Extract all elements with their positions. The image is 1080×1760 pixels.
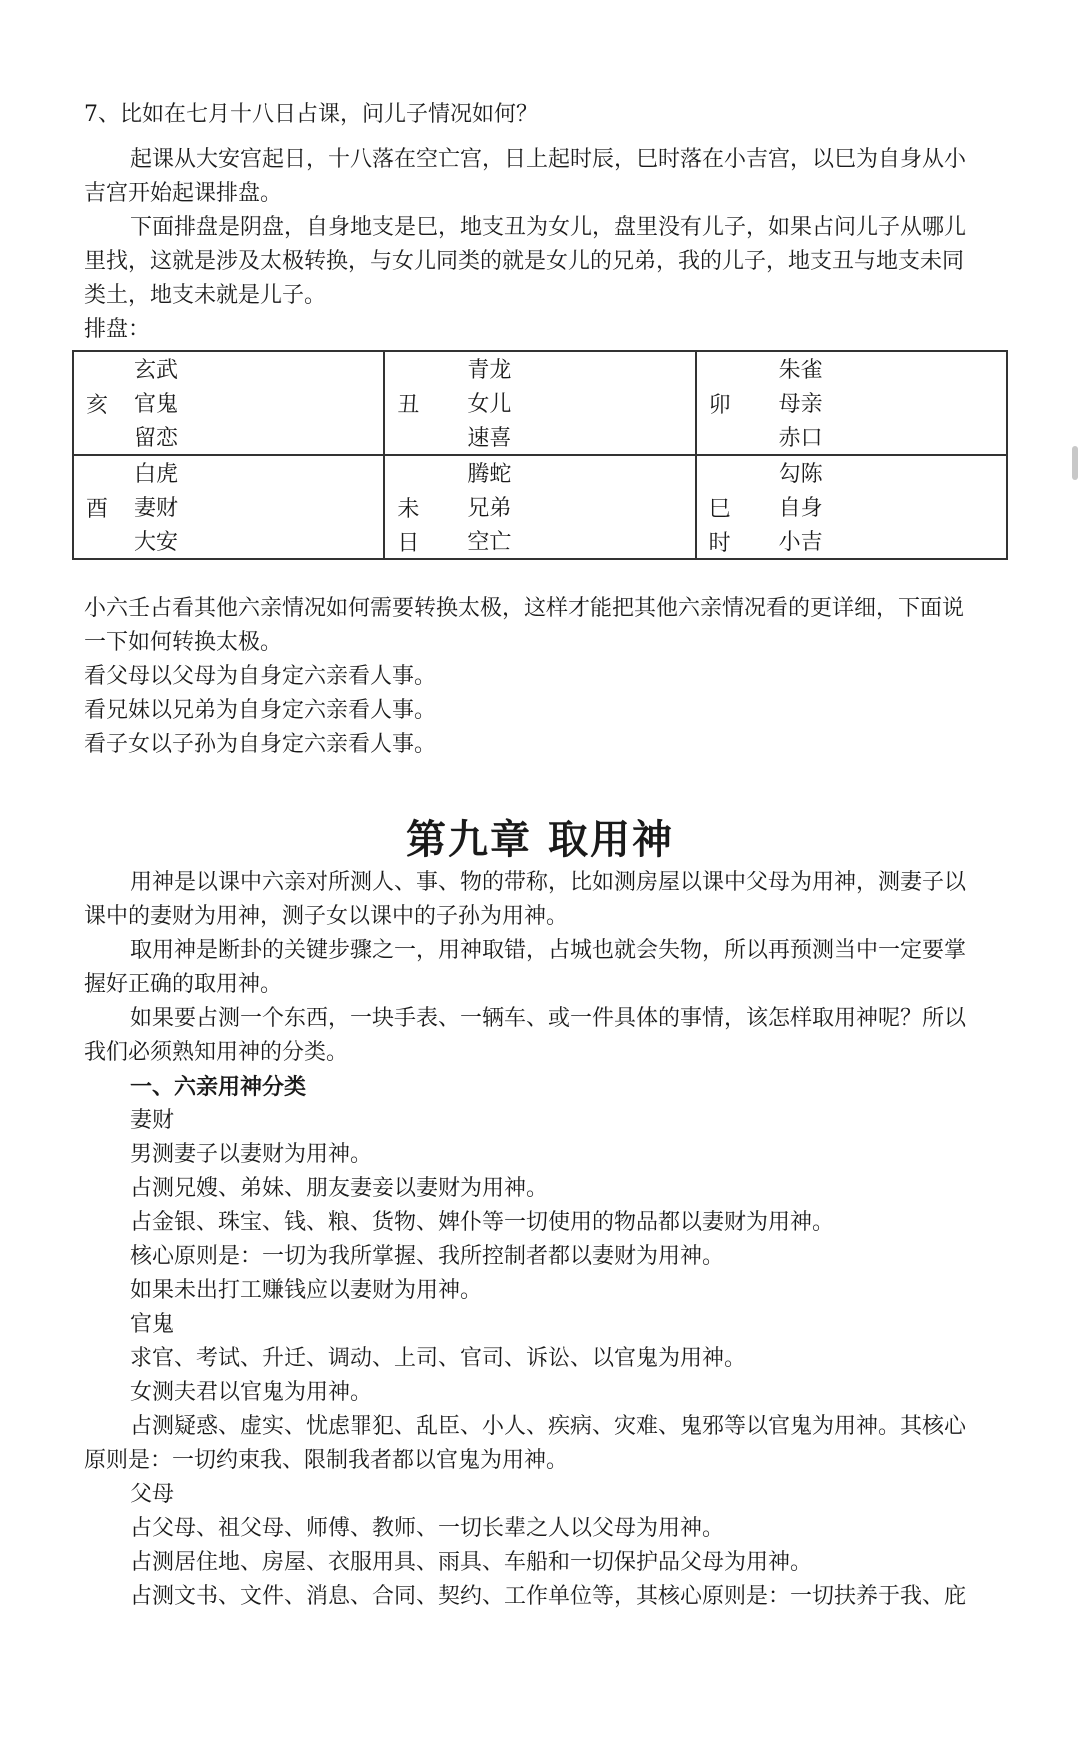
paragraph-line: 用神是以课中六亲对所测人、事、物的带称，比如测房屋以课中父母为用神，测妻子以 bbox=[130, 870, 967, 895]
pan-cell bbox=[73, 455, 384, 559]
paragraph-line: 课中的妻财为用神，测子女以课中的子孙为用神。 bbox=[84, 904, 569, 929]
paragraph-line: 原则是：一切约束我、限制我者都以官鬼为用神。 bbox=[84, 1448, 569, 1473]
paragraph-line: 如果未出打工赚钱应以妻财为用神。 bbox=[130, 1278, 483, 1303]
palace-label: 空亡 bbox=[467, 530, 512, 555]
kin-label: 妻财 bbox=[134, 496, 179, 521]
paragraph-line: 里找，这就是涉及太极转换，与女儿同类的就是女儿的兄弟，我的儿子，地支丑与地支未同 bbox=[84, 249, 965, 274]
paragraph-line: 一下如何转换太极。 bbox=[84, 630, 283, 655]
paragraph-line: 取用神是断卦的关键步骤之一，用神取错，占城也就会失物，所以再预测当中一定要掌 bbox=[130, 938, 967, 963]
god-label: 腾蛇 bbox=[467, 462, 512, 487]
paragraph-line: 看子女以子孙为自身定六亲看人事。 bbox=[84, 732, 437, 757]
pan-cell bbox=[696, 351, 1007, 455]
paragraph-line: 占父母、祖父母、师傅、教师、一切长辈之人以父母为用神。 bbox=[130, 1516, 725, 1541]
paragraph-line: 占测疑惑、虚实、忧虑罪犯、乱臣、小人、疾病、灾难、鬼邪等以官鬼为用神。其核心 bbox=[130, 1414, 967, 1439]
paragraph-line: 如果要占测一个东西，一块手表、一辆车、或一件具体的事情，该怎样取用神呢？所以 bbox=[130, 1006, 967, 1031]
paragraph-line: 吉宫开始起课排盘。 bbox=[84, 181, 283, 206]
paragraph-line: 看兄妹以兄弟为自身定六亲看人事。 bbox=[84, 698, 437, 723]
god-label: 朱雀 bbox=[778, 358, 823, 383]
kin-label: 女儿 bbox=[467, 392, 512, 417]
branch-label: 酉 bbox=[86, 497, 109, 522]
paragraph-line: 核心原则是：一切为我所掌握、我所控制者都以妻财为用神。 bbox=[130, 1244, 725, 1269]
branch2-label: 时 bbox=[708, 531, 731, 556]
paragraph-line: 女测夫君以官鬼为用神。 bbox=[130, 1380, 373, 1405]
kin-label: 兄弟 bbox=[467, 496, 512, 521]
kin-label: 母亲 bbox=[778, 392, 823, 417]
branch-label: 丑 bbox=[397, 393, 420, 418]
branch-label: 巳 bbox=[708, 497, 731, 522]
pan-label: 排盘： bbox=[84, 317, 151, 342]
paragraph-line: 占金银、珠宝、钱、粮、货物、婢仆等一切使用的物品都以妻财为用神。 bbox=[130, 1210, 835, 1235]
god-label: 勾陈 bbox=[778, 462, 823, 487]
paragraph-line: 握好正确的取用神。 bbox=[84, 972, 283, 997]
god-label: 青龙 bbox=[467, 358, 512, 383]
paragraph-line: 起课从大安宫起日，十八落在空亡宫，日上起时辰，巳时落在小吉宫，以巳为自身从小 bbox=[130, 147, 967, 172]
kin-label: 官鬼 bbox=[134, 392, 179, 417]
kin-label: 自身 bbox=[778, 496, 823, 521]
palace-label: 小吉 bbox=[778, 530, 823, 555]
question-line: 7、比如在七月十八日占课，问儿子情况如何？ bbox=[84, 102, 538, 127]
palace-label: 留恋 bbox=[134, 426, 179, 451]
subheading: 父母 bbox=[130, 1482, 175, 1507]
chapter-title: 第九章 取用神 bbox=[406, 817, 674, 863]
scrollbar-thumb[interactable] bbox=[1072, 446, 1078, 480]
paragraph-line: 我们必须熟知用神的分类。 bbox=[84, 1040, 349, 1065]
god-label: 玄武 bbox=[134, 358, 179, 383]
pan-cell bbox=[384, 455, 695, 559]
paragraph-line: 下面排盘是阴盘，自身地支是巳，地支丑为女儿，盘里没有儿子，如果占问儿子从哪儿 bbox=[130, 215, 967, 240]
branch-label: 卯 bbox=[708, 393, 731, 418]
branch-label: 未 bbox=[397, 497, 420, 522]
pan-cell bbox=[696, 455, 1007, 559]
branch-label: 亥 bbox=[86, 393, 109, 418]
palace-label: 速喜 bbox=[467, 426, 512, 451]
paragraph-line: 占测居住地、房屋、衣服用具、雨具、车船和一切保护品父母为用神。 bbox=[130, 1550, 813, 1575]
pan-cell bbox=[384, 351, 695, 455]
paragraph-line: 小六壬占看其他六亲情况如何需要转换太极，这样才能把其他六亲情况看的更详细，下面说 bbox=[84, 596, 965, 621]
subheading: 妻财 bbox=[130, 1108, 175, 1133]
paragraph-line: 男测妻子以妻财为用神。 bbox=[130, 1142, 373, 1167]
paragraph-line: 类土，地支未就是儿子。 bbox=[84, 283, 327, 308]
paragraph-line: 占测兄嫂、弟妹、朋友妻妾以妻财为用神。 bbox=[130, 1176, 549, 1201]
palace-label: 大安 bbox=[134, 530, 179, 555]
god-label: 白虎 bbox=[134, 462, 179, 487]
palace-label: 赤口 bbox=[778, 426, 823, 451]
paragraph-line: 看父母以父母为自身定六亲看人事。 bbox=[84, 664, 437, 689]
paragraph-line: 求官、考试、升迁、调动、上司、官司、诉讼、以官鬼为用神。 bbox=[130, 1346, 747, 1371]
paragraph-line: 占测文书、文件、消息、合同、契约、工作单位等，其核心原则是：一切扶养于我、庇 bbox=[130, 1584, 967, 1609]
section-heading: 一、六亲用神分类 bbox=[130, 1074, 307, 1100]
branch2-label: 日 bbox=[397, 531, 420, 556]
pan-cell bbox=[73, 351, 384, 455]
subheading: 官鬼 bbox=[130, 1312, 175, 1337]
pan-table bbox=[72, 350, 1008, 560]
